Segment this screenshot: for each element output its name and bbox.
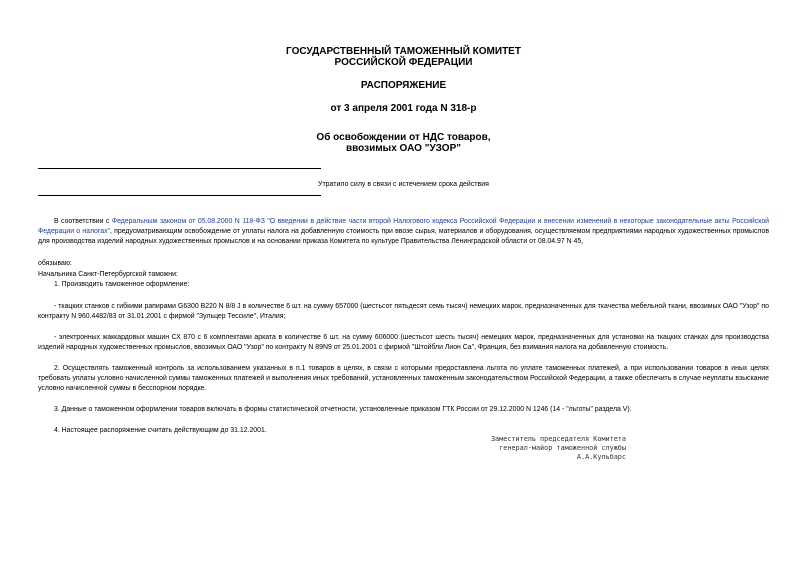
intro-prefix: В соответствии с xyxy=(54,218,112,225)
item-4: 4. Настоящее распоряжение считать действующим до 31.12.2001. xyxy=(54,427,267,434)
signature-block xyxy=(486,435,626,462)
item-2: 2. Осуществлять таможенный контроль за использованием указанных в п.1 товаров в целях, в связи с которыми предоставлена льгота по уплате таможенных платежей, а при использовании товаров в иных целях требовать уплаты условно начисленной суммы таможенных платежей и выполнения иных требований, установленных таможенным законодательством Российской Федерации, а также обеспечить в случае неуплаты взыскание условно начисленной суммы в бесспорном порядке. xyxy=(38,365,769,392)
org-name-line1: ГОСУДАРСТВЕННЫЙ ТАМОЖЕННЫЙ КОМИТЕТ xyxy=(286,46,521,57)
org-name-line2: РОССИЙСКОЙ ФЕДЕРАЦИИ xyxy=(334,57,473,68)
divider-bottom xyxy=(38,195,321,196)
addressee-text: Начальника Санкт-Петербургской таможни: xyxy=(38,271,178,278)
status-note: Утратило силу в связи с истечением срока действия xyxy=(318,181,489,188)
intro-suffix: , предусматривающим освобождение от уплаты налога на добавленную стоимость при ввозе сырья, материалов и оборудования, осуществляемом предприятиями народных художественных промыслов для производства изделий народных художественных промыслов и на основании приказа Комитета по культуре Правительства Ленинградской области от 08.04.97 N 45, xyxy=(38,228,769,245)
signature-name: А.А.Кульбарс xyxy=(576,453,626,461)
signature-rank: генерал-майор таможенной службы xyxy=(499,444,626,452)
obligate-text: обязываю: xyxy=(38,260,72,267)
document-title-line1: Об освобождении от НДС товаров, xyxy=(316,132,491,143)
item-1b: - электронных жаккардовых машин СХ 870 с 6 комплектами арката в количестве 6 шт. на сумму 606000 (шестьсот шесть тысяч) немецких марок, предназначенных для установки на ткацких станках для производства изделий народных художественных промыслов, ввозимых ОАО "Узор" по контракту N 89N9 от 25.01.2001 с фирмой "Штойбли Лион Са", Франция, без взимания налога на добавленную стоимость. xyxy=(38,334,769,351)
document-date: от 3 апреля 2001 года N 318-р xyxy=(330,103,477,114)
signature-position: Заместитель председателя Комитета xyxy=(490,435,626,443)
item-3: 3. Данные о таможенном оформлении товаров включать в формы статистической отчетности, установленные приказом ГТК России от 29.12.2000 N 1246 (14 - "льготы" раздела V). xyxy=(54,406,632,413)
divider-top xyxy=(38,168,321,169)
intro-paragraph xyxy=(38,217,769,247)
item-1: 1. Производить таможенное оформление: xyxy=(54,281,190,288)
federal-law-link[interactable]: Федеральным законом от 05.08.2000 N 118-ФЗ "О введении в действие части второй Налогового кодекса Российской Федерации и внесении изменений в некоторые законодательные акты Российской Федерации о налогах" xyxy=(38,218,770,235)
item-1a: - ткацких станков с гибкими рапирами G6300 В220 N 8/8 J в количестве 6 шт. на сумму 657000 (шестьсот пятьдесят семь тысяч) немецких марок, предназначенных для ткачества мебельной ткани, ввозимых ОАО "Узор" по контракту N 960.4482/83 от 31.01.2001 с фирмой "Зульцер Тессиле", Италия; xyxy=(38,303,769,320)
document-type: РАСПОРЯЖЕНИЕ xyxy=(360,80,447,91)
document-title-line2: ввозимых ОАО "УЗОР" xyxy=(346,143,461,154)
